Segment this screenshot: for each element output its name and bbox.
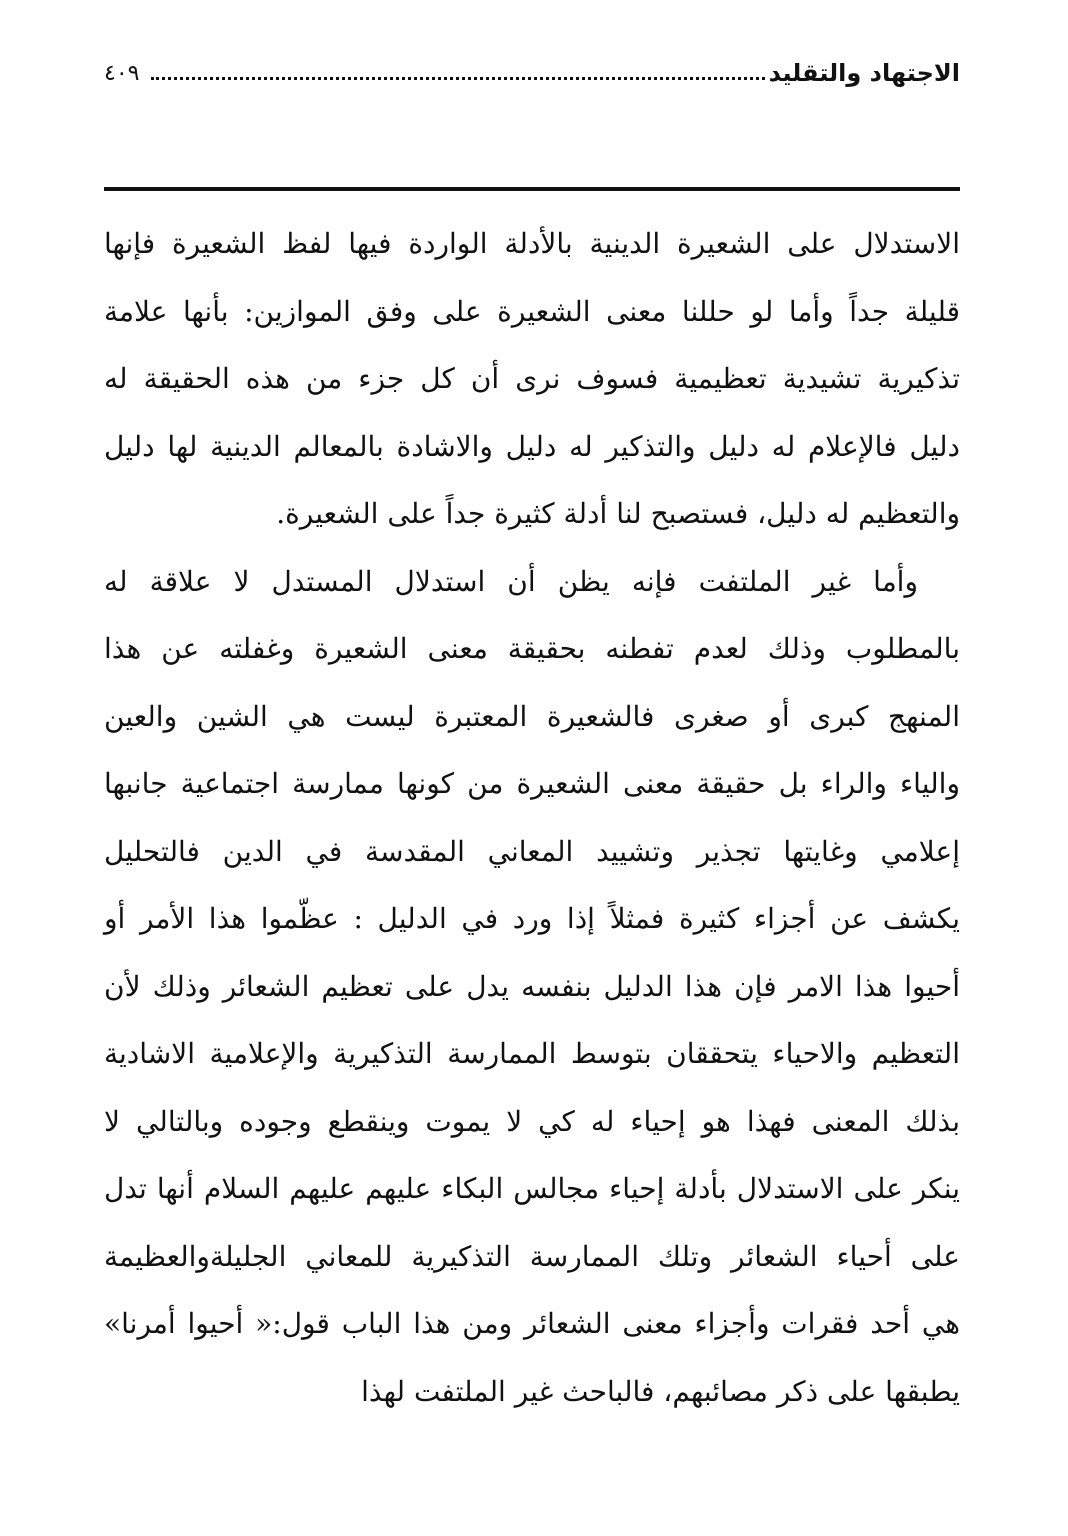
text-line: ينكر على الاستدلال بأدلة إحياء مجالس البكاء عليهم عليهم السلام أنها تدل bbox=[104, 1172, 960, 1205]
running-header-title: الاجتهاد والتقليد bbox=[768, 59, 960, 87]
text-line: أحيوا هذا الامر فإن هذا الدليل بنفسه يدل على تعظيم الشعائر وذلك لأن bbox=[104, 969, 960, 1003]
text-line: والياء والراء بل حقيقة معنى الشعيرة من كونها ممارسة اجتماعية جانبها bbox=[104, 767, 960, 800]
text-line: بالمطلوب وذلك لعدم تفطنه بحقيقة معنى الشعيرة وغفلته عن هذا bbox=[104, 632, 960, 665]
text-line: دليل فالإعلام له دليل والتذكير له دليل والاشادة بالمعالم الدينية لها دليل bbox=[104, 429, 960, 463]
text-line: بذلك المعنى فهذا هو إحياء له كي لا يموت وينقطع وجوده وبالتالي لا bbox=[104, 1104, 960, 1138]
text-line: يطبقها على ذكر مصائبهم، فالباحث غير الملتفت لهذا bbox=[361, 1374, 960, 1408]
running-header bbox=[104, 56, 960, 90]
text-line: وأما غير الملتفت فإنه يظن أن استدلال المستدل لا علاقة له bbox=[104, 564, 918, 598]
text-line: هي أحد فقرات وأجزاء معنى الشعائر ومن هذا الباب قول:« أحيوا أمرنا» bbox=[104, 1307, 960, 1340]
body-text bbox=[104, 210, 960, 1425]
header-dot-leader bbox=[151, 77, 764, 80]
text-line: يكشف عن أجزاء كثيرة فمثلاً إذا ورد في الدليل : عظّموا هذا الأمر أو bbox=[104, 902, 960, 935]
text-line: تذكيرية تشيدية تعظيمية فسوف نرى أن كل جزء من هذه الحقيقة له bbox=[104, 362, 960, 395]
header-rule bbox=[104, 187, 960, 191]
text-line: المنهج كبرى أو صغرى فالشعيرة المعتبرة ليست هي الشين والعين bbox=[104, 699, 960, 733]
text-line: إعلامي وغايتها تجذير وتشييد المعاني المقدسة في الدين فالتحليل bbox=[104, 834, 960, 868]
text-line: والتعظيم له دليل، فستصبح لنا أدلة كثيرة جداً على الشعيرة. bbox=[276, 497, 960, 530]
page-number: ٤٠٩ bbox=[104, 60, 140, 86]
text-line: قليلة جداً وأما لو حللنا معنى الشعيرة على وفق الموازين: بأنها علامة bbox=[104, 294, 960, 328]
text-line: على أحياء الشعائر وتلك الممارسة التذكيرية للمعاني الجليلةوالعظيمة bbox=[104, 1239, 960, 1273]
text-line: التعظيم والاحياء يتحققان بتوسط الممارسة التذكيرية والإعلامية الاشادية bbox=[104, 1037, 960, 1070]
text-line: الاستدلال على الشعيرة الدينية بالأدلة الواردة فيها لفظ الشعيرة فإنها bbox=[104, 227, 960, 260]
